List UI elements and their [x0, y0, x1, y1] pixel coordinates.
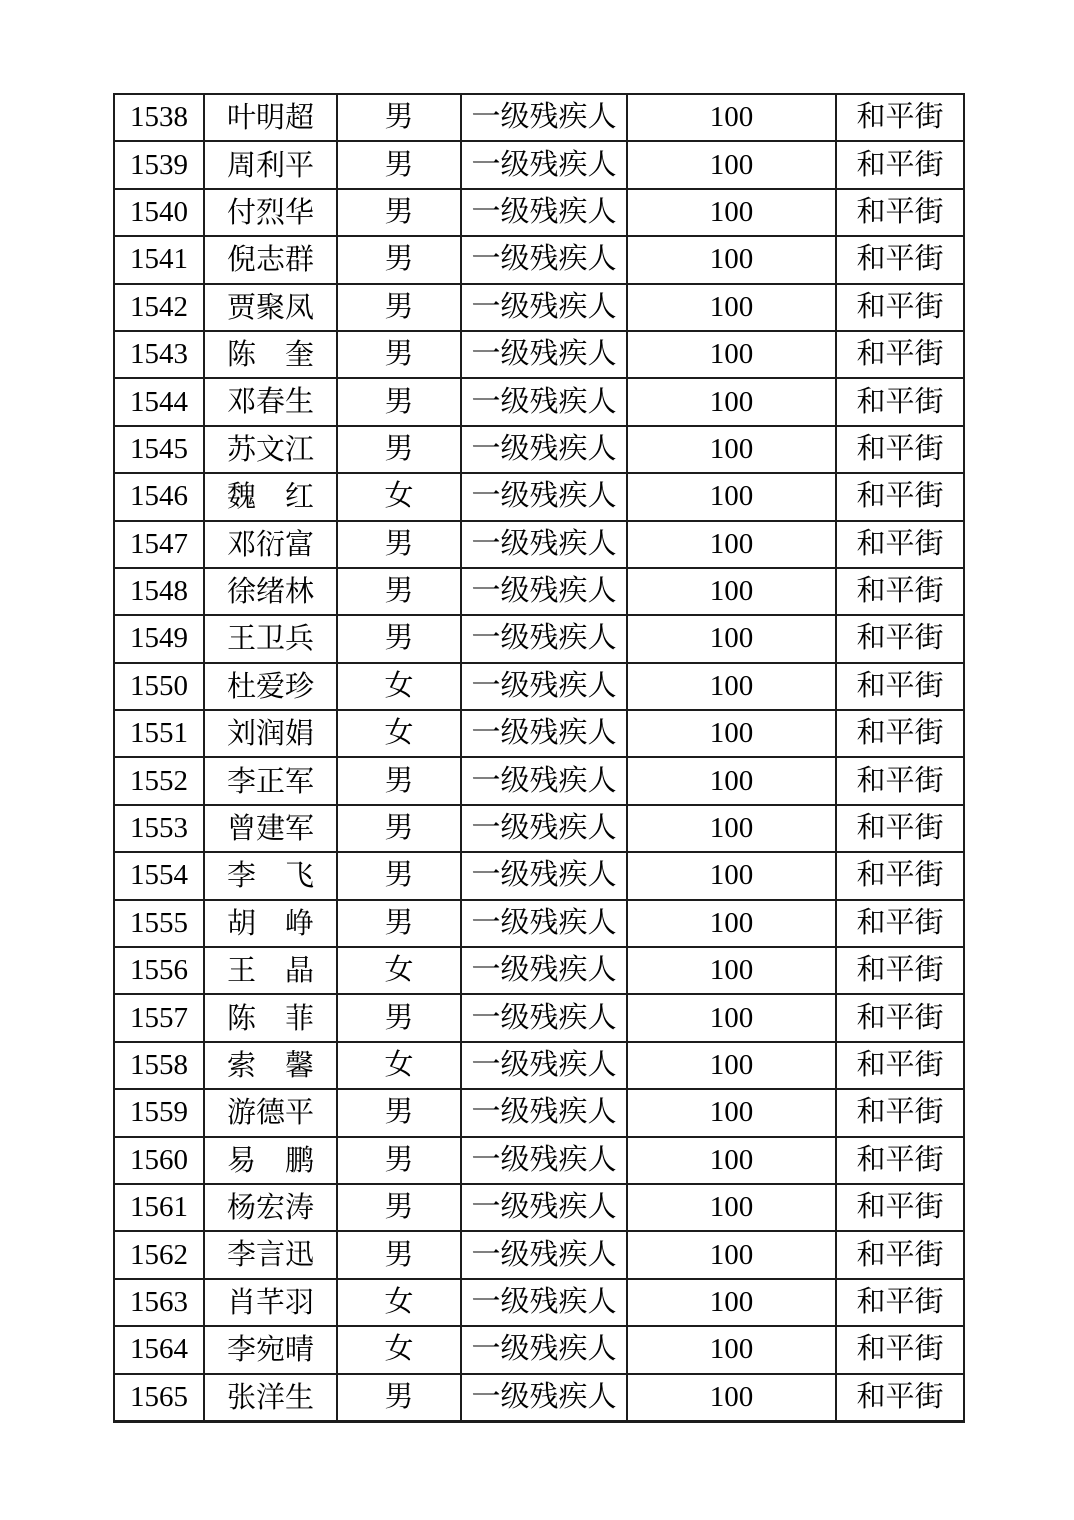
gender-cell: 男 [337, 426, 461, 473]
person-name: 杨宏涛 [227, 1192, 315, 1225]
amount-cell: 100 [627, 94, 836, 141]
category-cell: 一级残疾人 [461, 1042, 627, 1089]
street-cell: 和平街 [836, 521, 964, 568]
name-cell [204, 331, 337, 378]
gender-cell: 女 [337, 473, 461, 520]
category-cell: 一级残疾人 [461, 1184, 627, 1231]
table-row [114, 1184, 964, 1231]
category-cell: 一级残疾人 [461, 1326, 627, 1373]
street-cell: 和平街 [836, 710, 964, 757]
name-cell [204, 426, 337, 473]
serial-number-cell: 1559 [114, 1089, 204, 1136]
gender-cell: 女 [337, 663, 461, 710]
person-name: 邓衍富 [227, 528, 315, 561]
street-cell: 和平街 [836, 1374, 964, 1422]
name-cell [204, 757, 337, 804]
name-cell [204, 1374, 337, 1422]
serial-number-cell: 1552 [114, 757, 204, 804]
serial-number-cell: 1551 [114, 710, 204, 757]
name-cell [204, 1137, 337, 1184]
serial-number-cell: 1556 [114, 947, 204, 994]
name-cell [204, 189, 337, 236]
gender-cell: 男 [337, 189, 461, 236]
category-cell: 一级残疾人 [461, 284, 627, 331]
category-cell: 一级残疾人 [461, 663, 627, 710]
serial-number-cell: 1560 [114, 1137, 204, 1184]
category-cell: 一级残疾人 [461, 331, 627, 378]
table-row [114, 1279, 964, 1326]
amount-cell: 100 [627, 473, 836, 520]
gender-cell: 女 [337, 1326, 461, 1373]
table-row [114, 1089, 964, 1136]
name-cell [204, 141, 337, 188]
name-cell [204, 473, 337, 520]
category-cell: 一级残疾人 [461, 473, 627, 520]
person-name: 倪志群 [227, 244, 315, 277]
serial-number-cell: 1554 [114, 852, 204, 899]
gender-cell: 女 [337, 1042, 461, 1089]
name-cell [204, 710, 337, 757]
name-cell [204, 236, 337, 283]
category-cell: 一级残疾人 [461, 805, 627, 852]
street-cell: 和平街 [836, 947, 964, 994]
gender-cell: 女 [337, 710, 461, 757]
category-cell: 一级残疾人 [461, 1137, 627, 1184]
name-cell [204, 568, 337, 615]
category-cell: 一级残疾人 [461, 947, 627, 994]
person-name: 王晶 [227, 955, 314, 988]
name-cell [204, 1231, 337, 1278]
street-cell: 和平街 [836, 331, 964, 378]
category-cell: 一级残疾人 [461, 521, 627, 568]
category-cell: 一级残疾人 [461, 615, 627, 662]
gender-cell: 男 [337, 852, 461, 899]
person-name: 胡峥 [227, 907, 314, 940]
gender-cell: 女 [337, 1279, 461, 1326]
person-name: 游德平 [227, 1097, 315, 1130]
name-cell [204, 521, 337, 568]
amount-cell: 100 [627, 1042, 836, 1089]
street-cell: 和平街 [836, 615, 964, 662]
serial-number-cell: 1557 [114, 994, 204, 1041]
person-name: 刘润娟 [227, 718, 315, 751]
amount-cell: 100 [627, 805, 836, 852]
name-cell [204, 852, 337, 899]
amount-cell: 100 [627, 1184, 836, 1231]
street-cell: 和平街 [836, 568, 964, 615]
table-row [114, 473, 964, 520]
gender-cell: 男 [337, 521, 461, 568]
table-row [114, 852, 964, 899]
street-cell: 和平街 [836, 805, 964, 852]
gender-cell: 男 [337, 568, 461, 615]
serial-number-cell: 1539 [114, 141, 204, 188]
category-cell: 一级残疾人 [461, 1089, 627, 1136]
table-row [114, 141, 964, 188]
serial-number-cell: 1541 [114, 236, 204, 283]
category-cell: 一级残疾人 [461, 757, 627, 804]
name-cell [204, 378, 337, 425]
amount-cell: 100 [627, 757, 836, 804]
name-cell [204, 994, 337, 1041]
table-row [114, 331, 964, 378]
table-row [114, 236, 964, 283]
serial-number-cell: 1543 [114, 331, 204, 378]
gender-cell: 男 [337, 1231, 461, 1278]
serial-number-cell: 1553 [114, 805, 204, 852]
gender-cell: 男 [337, 378, 461, 425]
table-row [114, 521, 964, 568]
street-cell: 和平街 [836, 378, 964, 425]
serial-number-cell: 1564 [114, 1326, 204, 1373]
table-row [114, 757, 964, 804]
category-cell: 一级残疾人 [461, 1374, 627, 1422]
name-cell [204, 663, 337, 710]
street-cell: 和平街 [836, 1279, 964, 1326]
serial-number-cell: 1545 [114, 426, 204, 473]
serial-number-cell: 1544 [114, 378, 204, 425]
gender-cell: 男 [337, 805, 461, 852]
person-name: 肖芊羽 [227, 1286, 315, 1319]
gender-cell: 男 [337, 1184, 461, 1231]
street-cell: 和平街 [836, 852, 964, 899]
gender-cell: 女 [337, 947, 461, 994]
amount-cell: 100 [627, 378, 836, 425]
amount-cell: 100 [627, 710, 836, 757]
serial-number-cell: 1540 [114, 189, 204, 236]
street-cell: 和平街 [836, 236, 964, 283]
amount-cell: 100 [627, 994, 836, 1041]
category-cell: 一级残疾人 [461, 378, 627, 425]
table-row [114, 426, 964, 473]
street-cell: 和平街 [836, 994, 964, 1041]
table-row [114, 378, 964, 425]
table-row [114, 1042, 964, 1089]
gender-cell: 男 [337, 141, 461, 188]
name-cell [204, 900, 337, 947]
gender-cell: 男 [337, 94, 461, 141]
table-row [114, 900, 964, 947]
street-cell: 和平街 [836, 1184, 964, 1231]
name-cell [204, 947, 337, 994]
amount-cell: 100 [627, 568, 836, 615]
street-cell: 和平街 [836, 757, 964, 804]
serial-number-cell: 1555 [114, 900, 204, 947]
table-row [114, 1326, 964, 1373]
person-name: 李正军 [227, 765, 315, 798]
amount-cell: 100 [627, 284, 836, 331]
serial-number-cell: 1538 [114, 94, 204, 141]
street-cell: 和平街 [836, 1137, 964, 1184]
gender-cell: 男 [337, 1374, 461, 1422]
person-name: 杜爱珍 [227, 670, 315, 703]
gender-cell: 男 [337, 1137, 461, 1184]
serial-number-cell: 1550 [114, 663, 204, 710]
person-name: 王卫兵 [227, 623, 315, 656]
amount-cell: 100 [627, 1137, 836, 1184]
amount-cell: 100 [627, 1089, 836, 1136]
street-cell: 和平街 [836, 1326, 964, 1373]
serial-number-cell: 1546 [114, 473, 204, 520]
amount-cell: 100 [627, 852, 836, 899]
person-name: 贾聚凤 [227, 291, 315, 324]
category-cell: 一级残疾人 [461, 1231, 627, 1278]
name-cell [204, 1184, 337, 1231]
category-cell: 一级残疾人 [461, 900, 627, 947]
street-cell: 和平街 [836, 1089, 964, 1136]
table-row [114, 805, 964, 852]
table-row [114, 284, 964, 331]
person-name: 李言迅 [227, 1239, 315, 1272]
gender-cell: 男 [337, 331, 461, 378]
amount-cell: 100 [627, 1326, 836, 1373]
street-cell: 和平街 [836, 900, 964, 947]
amount-cell: 100 [627, 1374, 836, 1422]
name-cell [204, 1326, 337, 1373]
amount-cell: 100 [627, 1231, 836, 1278]
benefits-table [113, 93, 965, 1423]
name-cell [204, 615, 337, 662]
amount-cell: 100 [627, 331, 836, 378]
serial-number-cell: 1561 [114, 1184, 204, 1231]
table-row [114, 615, 964, 662]
serial-number-cell: 1548 [114, 568, 204, 615]
category-cell: 一级残疾人 [461, 852, 627, 899]
table-row [114, 994, 964, 1041]
person-name: 陈菲 [227, 1002, 314, 1035]
name-cell [204, 1279, 337, 1326]
serial-number-cell: 1558 [114, 1042, 204, 1089]
person-name: 叶明超 [227, 102, 315, 135]
category-cell: 一级残疾人 [461, 189, 627, 236]
amount-cell: 100 [627, 900, 836, 947]
person-name: 索馨 [227, 1049, 314, 1082]
person-name: 张洋生 [227, 1381, 315, 1414]
table-row [114, 947, 964, 994]
category-cell: 一级残疾人 [461, 141, 627, 188]
person-name: 周利平 [227, 149, 315, 182]
street-cell: 和平街 [836, 1042, 964, 1089]
name-cell [204, 1042, 337, 1089]
serial-number-cell: 1563 [114, 1279, 204, 1326]
amount-cell: 100 [627, 426, 836, 473]
street-cell: 和平街 [836, 1231, 964, 1278]
table-row [114, 710, 964, 757]
name-cell [204, 94, 337, 141]
person-name: 徐绪林 [227, 576, 315, 609]
serial-number-cell: 1547 [114, 521, 204, 568]
amount-cell: 100 [627, 947, 836, 994]
amount-cell: 100 [627, 521, 836, 568]
street-cell: 和平街 [836, 94, 964, 141]
serial-number-cell: 1562 [114, 1231, 204, 1278]
gender-cell: 男 [337, 284, 461, 331]
name-cell [204, 1089, 337, 1136]
serial-number-cell: 1565 [114, 1374, 204, 1422]
person-name: 陈奎 [227, 339, 314, 372]
amount-cell: 100 [627, 615, 836, 662]
table-row [114, 1231, 964, 1278]
person-name: 魏红 [227, 481, 314, 514]
amount-cell: 100 [627, 1279, 836, 1326]
serial-number-cell: 1542 [114, 284, 204, 331]
gender-cell: 男 [337, 615, 461, 662]
gender-cell: 男 [337, 757, 461, 804]
street-cell: 和平街 [836, 663, 964, 710]
person-name: 易鹏 [227, 1144, 314, 1177]
table-row [114, 94, 964, 141]
name-cell [204, 284, 337, 331]
street-cell: 和平街 [836, 426, 964, 473]
street-cell: 和平街 [836, 141, 964, 188]
category-cell: 一级残疾人 [461, 568, 627, 615]
table-row [114, 1137, 964, 1184]
amount-cell: 100 [627, 663, 836, 710]
table-row [114, 663, 964, 710]
person-name: 邓春生 [227, 386, 315, 419]
person-name: 李飞 [227, 860, 314, 893]
amount-cell: 100 [627, 236, 836, 283]
street-cell: 和平街 [836, 473, 964, 520]
gender-cell: 男 [337, 900, 461, 947]
gender-cell: 男 [337, 1089, 461, 1136]
street-cell: 和平街 [836, 189, 964, 236]
gender-cell: 男 [337, 994, 461, 1041]
person-name: 李宛晴 [227, 1334, 315, 1367]
person-name: 苏文江 [227, 433, 315, 466]
person-name: 付烈华 [227, 196, 315, 229]
category-cell: 一级残疾人 [461, 426, 627, 473]
table-row [114, 1374, 964, 1422]
serial-number-cell: 1549 [114, 615, 204, 662]
table-row [114, 568, 964, 615]
category-cell: 一级残疾人 [461, 1279, 627, 1326]
category-cell: 一级残疾人 [461, 994, 627, 1041]
gender-cell: 男 [337, 236, 461, 283]
street-cell: 和平街 [836, 284, 964, 331]
name-cell [204, 805, 337, 852]
table-body [114, 94, 964, 1421]
person-name: 曾建军 [227, 812, 315, 845]
category-cell: 一级残疾人 [461, 710, 627, 757]
amount-cell: 100 [627, 141, 836, 188]
table-row [114, 189, 964, 236]
category-cell: 一级残疾人 [461, 94, 627, 141]
amount-cell: 100 [627, 189, 836, 236]
category-cell: 一级残疾人 [461, 236, 627, 283]
